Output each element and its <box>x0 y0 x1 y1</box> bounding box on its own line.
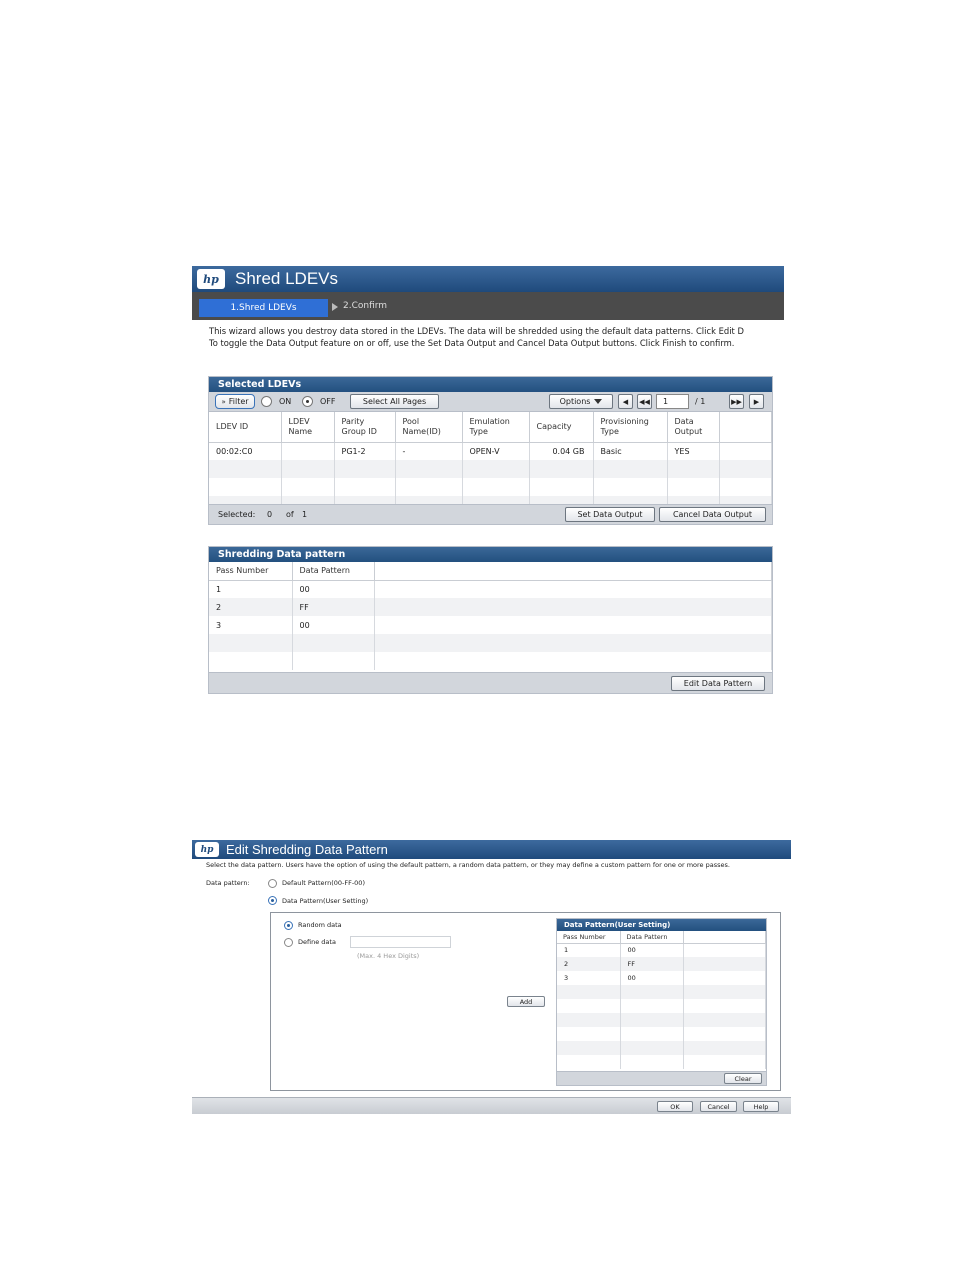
user-pattern-table-panel <box>556 918 767 1086</box>
shredding-pattern-panel <box>208 546 773 694</box>
add-button[interactable]: Add <box>507 996 545 1007</box>
filter-on-label: ON <box>279 397 292 406</box>
selected-ldevs-toolbar <box>209 392 772 412</box>
page-number-input[interactable]: 1 <box>656 394 689 409</box>
col-emulation-type[interactable]: Emulation Type <box>462 412 529 442</box>
description-line: This wizard allows you destroy data stored in the LDEVs. The data will be shredded using the default data patterns. Click Edit D <box>209 326 744 336</box>
table-row[interactable]: 3 00 <box>209 616 772 634</box>
user-pattern-header <box>557 931 766 943</box>
table-row <box>209 460 772 478</box>
col-ldev-name[interactable]: LDEV Name <box>281 412 334 442</box>
ok-button[interactable]: OK <box>657 1101 693 1112</box>
edit-data-pattern-button[interactable]: Edit Data Pattern <box>671 676 765 691</box>
last-page-icon[interactable]: ▶ <box>749 394 764 409</box>
col-parity-group[interactable]: Parity Group ID <box>334 412 395 442</box>
step-arrow-icon <box>332 303 338 311</box>
of-label: of <box>286 510 294 519</box>
selected-count: 0 <box>267 510 273 519</box>
default-pattern-radio[interactable] <box>268 879 277 888</box>
ldev-table <box>209 412 772 514</box>
table-row <box>209 652 772 670</box>
selected-ldevs-title: Selected LDEVs <box>209 377 772 392</box>
user-pattern-footer <box>557 1071 766 1085</box>
shred-ldevs-window <box>192 266 784 698</box>
table-row <box>557 1055 766 1069</box>
first-page-icon[interactable]: ◀ <box>618 394 633 409</box>
default-pattern-label: Default Pattern(00-FF-00) <box>282 879 365 887</box>
edit-shredding-data-pattern-dialog <box>192 840 791 1114</box>
col-data-pattern[interactable]: Data Pattern <box>292 562 374 580</box>
cancel-data-output-button[interactable]: Cancel Data Output <box>659 507 766 522</box>
define-data-label: Define data <box>298 938 336 946</box>
filter-on-radio[interactable] <box>261 396 272 407</box>
user-pattern-radio[interactable] <box>268 896 277 905</box>
page-total: / 1 <box>695 397 706 406</box>
table-row[interactable]: 3 00 <box>557 971 766 985</box>
col-pass-number[interactable]: Pass Number <box>557 931 620 943</box>
help-button[interactable]: Help <box>743 1101 779 1112</box>
filter-off-label: OFF <box>320 397 336 406</box>
table-row[interactable]: 1 00 <box>209 580 772 598</box>
shredding-pattern-table <box>209 562 772 670</box>
clear-button[interactable]: Clear <box>724 1073 762 1084</box>
table-row <box>557 1013 766 1027</box>
filter-button[interactable] <box>215 394 255 409</box>
dialog-title: Edit Shredding Data Pattern <box>226 842 388 857</box>
prev-page-icon[interactable]: ◀◀ <box>637 394 652 409</box>
table-row <box>557 999 766 1013</box>
step-shred-ldevs[interactable]: 1.Shred LDEVs <box>199 299 328 317</box>
table-row <box>209 478 772 496</box>
set-data-output-button[interactable]: Set Data Output <box>565 507 655 522</box>
step-confirm[interactable]: 2.Confirm <box>343 301 388 311</box>
hex-digits-hint: (Max. 4 Hex Digits) <box>357 952 420 960</box>
total-count: 1 <box>302 510 308 519</box>
col-ldev-id[interactable]: LDEV ID <box>209 412 281 442</box>
selected-label: Selected: <box>218 510 256 519</box>
shred-title-bar <box>192 266 784 292</box>
col-pool-name[interactable]: Pool Name(ID) <box>395 412 462 442</box>
hp-logo: hp <box>197 269 225 289</box>
user-pattern-table-title: Data Pattern(User Setting) <box>557 919 766 931</box>
define-data-radio[interactable] <box>284 938 293 947</box>
shredding-pattern-footer <box>209 672 772 693</box>
col-data-pattern[interactable]: Data Pattern <box>620 931 683 943</box>
filter-label: Filter <box>228 397 249 406</box>
col-provisioning-type[interactable]: Provisioning Type <box>593 412 667 442</box>
define-data-input[interactable] <box>350 936 451 948</box>
data-pattern-label: Data pattern: <box>206 879 250 887</box>
options-label: Options <box>559 397 591 406</box>
wizard-step-bar <box>192 292 784 320</box>
description-line: To toggle the Data Output feature on or off, use the Set Data Output and Cancel Data Output buttons. Click Finish to confirm. <box>209 338 735 348</box>
random-data-label: Random data <box>298 921 342 929</box>
ldev-table-header <box>209 412 772 442</box>
collapse-chevrons-icon: » <box>221 397 226 406</box>
user-pattern-label: Data Pattern(User Setting) <box>282 897 369 905</box>
wizard-description <box>209 325 784 349</box>
hp-logo: hp <box>195 842 219 857</box>
table-row <box>557 1027 766 1041</box>
table-row[interactable]: 00:02:C0 PG1-2 - OPEN-V 0.04 GB Basic YES <box>209 442 772 460</box>
table-row[interactable]: 2 FF <box>209 598 772 616</box>
user-pattern-table <box>557 931 766 1069</box>
cancel-button[interactable]: Cancel <box>700 1101 737 1112</box>
window-title: Shred LDEVs <box>235 269 338 288</box>
table-row <box>557 985 766 999</box>
selected-ldevs-panel <box>208 376 773 525</box>
options-button[interactable] <box>549 394 613 409</box>
next-page-icon[interactable]: ▶▶ <box>729 394 744 409</box>
col-data-output[interactable]: Data Output <box>667 412 719 442</box>
shredding-pattern-title: Shredding Data pattern <box>209 547 772 562</box>
random-data-radio[interactable] <box>284 921 293 930</box>
select-all-pages-button[interactable]: Select All Pages <box>350 394 439 409</box>
col-capacity[interactable]: Capacity <box>529 412 593 442</box>
pattern-table-header <box>209 562 772 580</box>
dialog-description: Select the data pattern. Users have the option of using the default pattern, a random data pattern, or they may define a custom pattern for one or more passes. <box>206 861 730 869</box>
table-row <box>209 634 772 652</box>
dialog-button-bar <box>192 1097 791 1114</box>
user-setting-box <box>270 912 781 1091</box>
table-row[interactable]: 2 FF <box>557 957 766 971</box>
col-pass-number[interactable]: Pass Number <box>209 562 292 580</box>
table-row[interactable]: 1 00 <box>557 943 766 957</box>
filter-off-radio[interactable] <box>302 396 313 407</box>
edit-title-bar <box>192 840 791 859</box>
selected-ldevs-footer <box>209 504 772 524</box>
table-row <box>557 1041 766 1055</box>
chevron-down-icon <box>594 399 602 404</box>
